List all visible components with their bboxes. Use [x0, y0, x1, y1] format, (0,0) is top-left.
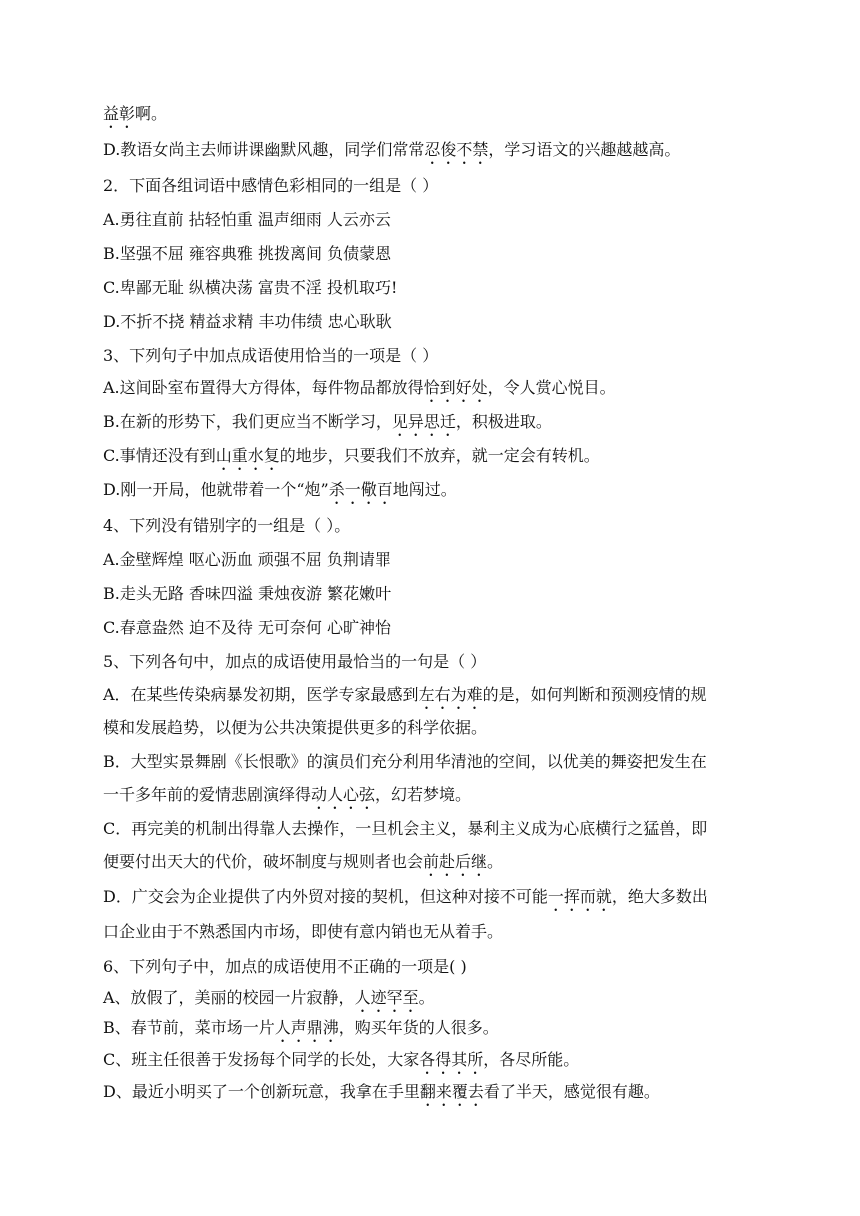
question-heading: 3、下列句子中加点成语使用恰当的一项是（ ）: [103, 346, 439, 365]
option-line: B．大型实景舞剧《长恨歌》的演员们充分利用华清池的空间，以优美的舞姿把发生在: [103, 752, 707, 771]
question-heading: 2．下面各组词语中感情色彩相同的一组是（ ）: [103, 176, 439, 195]
dotted-idiom: 动人心弦: [311, 785, 376, 804]
option-line: A.这间卧室布置得大方得体，每件物品都放得恰到好处，令人赏心悦目。: [103, 378, 616, 397]
option-line: D.刚一开局，他就带着一个“炮”杀一儆百地闯过。: [103, 480, 457, 499]
option-line: 模和发展趋势，以便为公共决策提供更多的科学依据。: [103, 718, 488, 737]
option-line: B.坚强不屈 雍容典雅 挑拨离间 负债蒙恩: [103, 244, 392, 263]
option-line: A.金壁辉煌 呕心沥血 顽强不屈 负荆请罪: [103, 550, 391, 569]
dotted-idiom: 山重水复: [215, 446, 280, 465]
dotted-idiom: 忍俊不禁: [424, 140, 489, 159]
option-line: A．在某些传染病暴发初期，医学专家最感到左右为难的是，如何判断和预测疫情的规: [103, 685, 707, 704]
dotted-idiom: 人声鼎沸: [274, 1018, 339, 1037]
dotted-idiom: 翻来覆去: [419, 1082, 484, 1101]
dotted-idiom: 恰到好处: [423, 378, 488, 397]
dotted-idiom: 见异思迁: [391, 412, 456, 431]
option-line: D.不折不挠 精益求精 丰功伟绩 忠心耿耿: [103, 312, 392, 331]
option-line: C.春意盎然 迫不及待 无可奈何 心旷神怡: [103, 618, 392, 637]
dotted-idiom: 益彰: [103, 104, 136, 123]
option-line: D．广交会为企业提供了内外贸对接的契机，但这种对接不可能一挥而就，绝大多数出: [103, 887, 708, 906]
dotted-idiom: 杀一儆百: [328, 480, 393, 499]
text-line: D.教语女尚主去师讲课幽默风趣，同学们常常忍俊不禁，学习语文的兴趣越越高。: [103, 140, 681, 159]
option-line: C.事情还没有到山重水复的地步，只要我们不放弃，就一定会有转机。: [103, 446, 600, 465]
dotted-idiom: 人迹罕至: [354, 988, 419, 1007]
option-line: B.走头无路 香味四溢 秉烛夜游 繁花嫩叶: [103, 584, 392, 603]
option-line: 一千多年前的爱情悲剧演绎得动人心弦，幻若梦境。: [103, 785, 472, 804]
option-line: B.在新的形势下，我们更应当不断学习，见异思迁，积极进取。: [103, 412, 552, 431]
option-line: C．再完美的机制出得靠人去操作，一旦机会主义，暴利主义成为心底横行之猛兽，即: [103, 819, 708, 838]
option-line: D、最近小明买了一个创新玩意，我拿在手里翻来覆去看了半天，感觉很有趣。: [103, 1082, 660, 1101]
question-heading: 4、下列没有错别字的一组是（ ）。: [103, 516, 351, 535]
text-line: 益彰啊。: [103, 104, 168, 123]
dotted-idiom: 各得其所: [419, 1050, 484, 1069]
option-line: B、春节前，菜市场一片人声鼎沸，购买年货的人很多。: [103, 1018, 499, 1037]
option-line: C、班主任很善于发扬每个同学的长处，大家各得其所，各尽所能。: [103, 1050, 580, 1069]
dotted-idiom: 一挥而就: [547, 887, 612, 906]
question-heading: 5、下列各句中，加点的成语使用最恰当的一句是（ ）: [103, 652, 487, 671]
option-line: A.勇往直前 拈轻怕重 温声细雨 人云亦云: [103, 210, 391, 229]
option-line: C.卑鄙无耻 纵横决荡 富贵不淫 投机取巧!: [103, 278, 398, 297]
option-line: 便要付出天大的代价，破坏制度与规则者也会前赴后继。: [103, 852, 504, 871]
option-line: A、放假了，美丽的校园一片寂静，人迹罕至。: [103, 988, 435, 1007]
dotted-idiom: 前赴后继: [423, 852, 488, 871]
question-heading: 6、下列句子中，加点的成语使用不正确的一项是( ): [103, 957, 467, 976]
option-line: 口企业由于不熟悉国内市场，即使有意内销也无从着手。: [103, 922, 504, 941]
dotted-idiom: 左右为难: [418, 685, 483, 704]
